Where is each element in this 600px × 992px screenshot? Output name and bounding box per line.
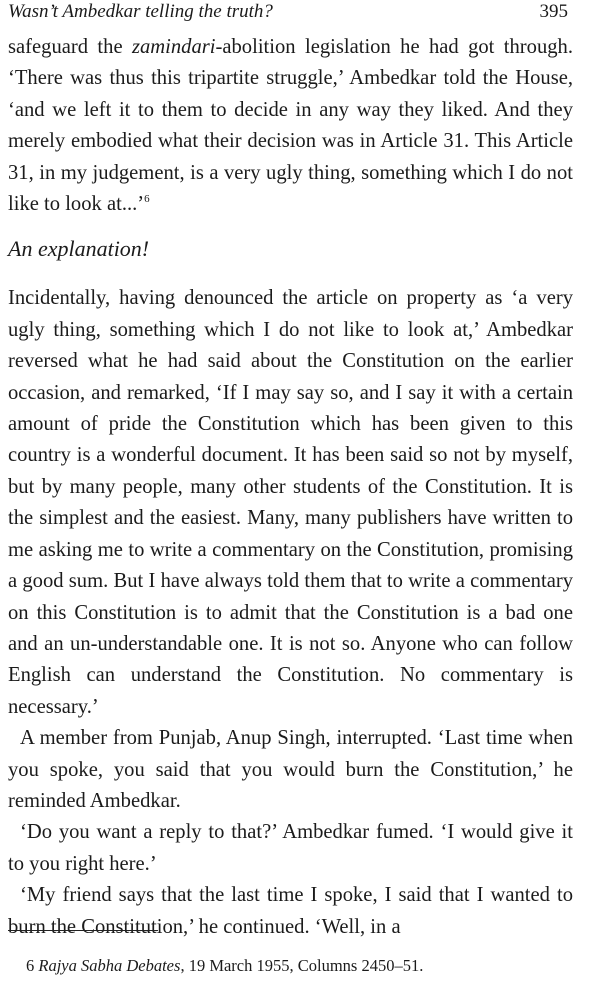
footnote	[26, 955, 576, 977]
body-text	[8, 32, 573, 943]
running-head	[8, 0, 568, 24]
footnote-divider	[8, 930, 158, 931]
paragraph-4: ‘Do you want a reply to that?’ Ambedkar fumed. ‘I would give it to you right here.’	[8, 821, 573, 875]
footnote-reference: 6	[144, 193, 150, 206]
paragraph-1-text-start: safeguard the	[8, 36, 132, 58]
paragraph-3: A member from Punjab, Anup Singh, interrupted. ‘Last time when you spoke, you said that you would burn the Constitution,’ he reminded Ambedkar.	[8, 727, 573, 812]
footnote-details: , 19 March 1955, Columns 2450–51.	[180, 956, 424, 975]
paragraph-5: ‘My friend says that the last time I spoke, I said that I wanted to burn the Constitution,’ he continued. ‘Well, in a	[8, 884, 573, 938]
paragraph-1	[8, 32, 573, 220]
page-number: 395	[539, 1, 568, 22]
footnote-number: 6	[26, 956, 35, 975]
paragraph-1-emphasis: zamindari	[131, 36, 216, 58]
running-title: Wasn’t Ambedkar telling the truth?	[8, 1, 273, 22]
footnote-source-title: Rajya Sabha Debates	[38, 956, 181, 975]
section-heading: An explanation!	[8, 236, 150, 262]
paragraph-1-text-end: -abolition legislation he had got through. ‘There was thus this tripartite struggle,’ Ambedkar told the House, ‘and we left it to them to decide in any way they liked. And they merely embodied what their decision was in Article 31. This Article 31, in my judgement, is a very ugly thing, something which I do not like to look at...’	[8, 36, 573, 216]
paragraph-2: Incidentally, having denounced the article on property as ‘a very ugly thing, something which I do not like to look at,’ Ambedkar reversed what he had said about the Constitution on the earlier occasion, and remarked, ‘If I may say so, and I say it with a certain amount of pride the Constitution which has been given to this country is a wonderful document. It has been said so not by myself, but by many people, many other students of the Constitution. It is the simplest and the easiest. Many, many publishers have written to me asking me to write a commentary on the Constitution, promising a good sum. But I have always told them that to write a commentary on this Constitution is to admit that the Constitution is a bad one and an un-understandable one. It is not so. Anyone who can follow English can understand the Constitution. No commentary is necessary.’	[8, 287, 573, 718]
